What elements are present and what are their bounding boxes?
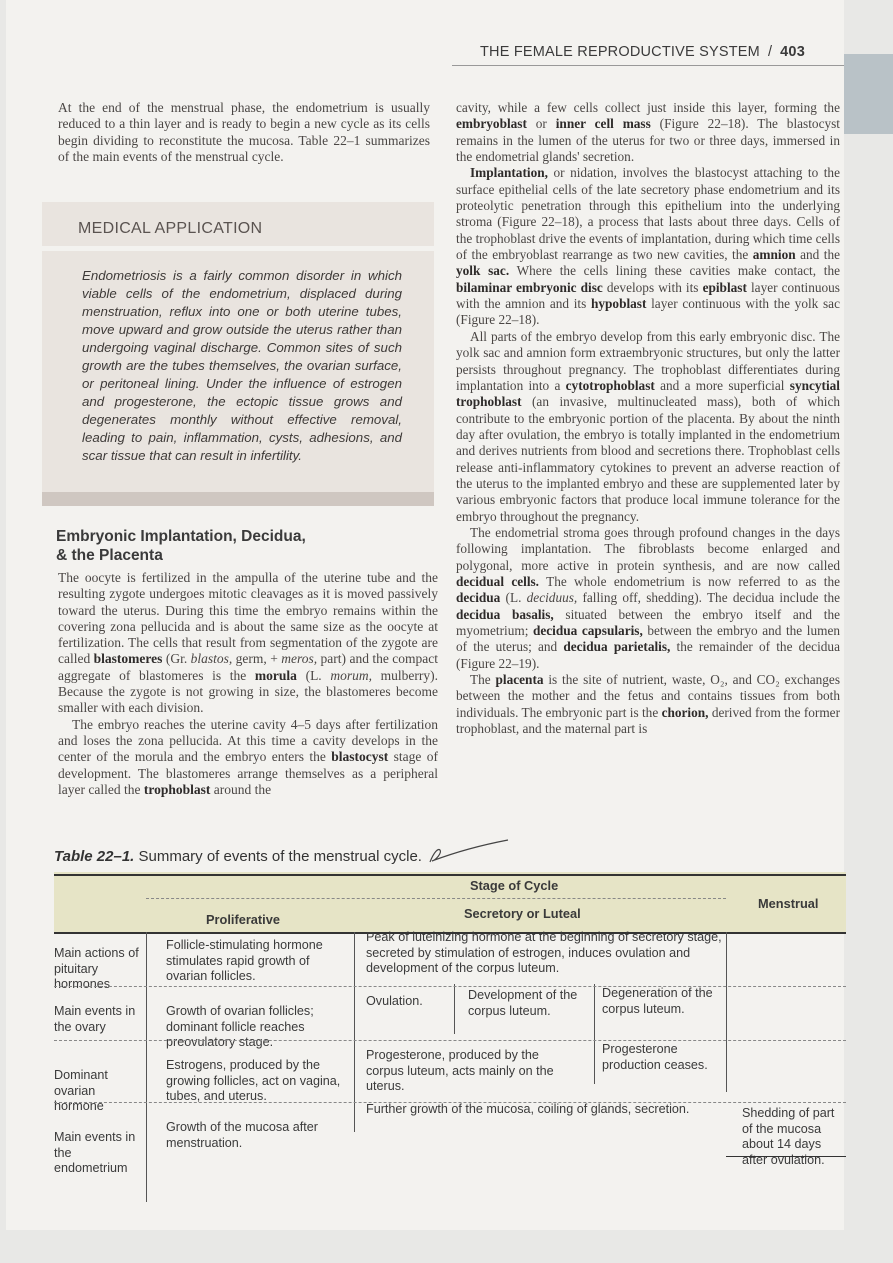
medical-application-title: MEDICAL APPLICATION: [78, 220, 263, 237]
header-stage-of-cycle: Stage of Cycle: [470, 878, 559, 893]
column-rule: [726, 932, 727, 1092]
row-label-pituitary: Main actions of pituitary hormones: [54, 946, 139, 991]
intro-paragraph-block: [58, 100, 430, 165]
medical-application-divider: [42, 246, 434, 251]
cell-proliferative-hormone: Estrogens, produced by the growing follicles, act on vagina, tubes, and uterus.: [166, 1058, 341, 1103]
body-paragraph: cavity, while a few cells collect just inside this layer, forming the embryoblast or inner cell mass (Figure 22–18). The blastocyst remains in the lumen of the uterus for two or three days, immersed in the endometrial glands' secretion.: [456, 100, 840, 165]
body-paragraph: The placenta is the site of nutrient, waste, O₂, and CO₂ exchanges between the mother and the fetus and contains tissues from both individuals. The embryonic part is the chorion, derived from the former trophoblast, and the maternal part is: [456, 672, 840, 737]
page-number: 403: [780, 44, 805, 60]
table-label: Table 22–1.: [54, 848, 135, 865]
cell-secretory-hormone: Progesterone, produced by the corpus luteum, acts mainly on the uterus.: [366, 1048, 554, 1093]
row-label-endometrium: Main events in the endometrium: [54, 1130, 136, 1175]
cell-ovulation: Ovulation.: [366, 994, 423, 1008]
table-caption: [54, 848, 422, 865]
header-proliferative: Proliferative: [206, 912, 280, 927]
table-caption-text: Summary of events of the menstrual cycle.: [138, 848, 422, 865]
running-header: [480, 44, 840, 60]
medical-application-bottom-bar: [42, 492, 434, 506]
table-header-divider: [146, 898, 726, 899]
cell-corpus-luteum-development: Development of the corpus luteum.: [468, 988, 578, 1018]
cell-proliferative-endometrium: Growth of the mucosa after menstruation.: [166, 1120, 318, 1150]
cell-proliferative-ovary: Growth of ovarian follicles; dominant follicle reaches preovulatory stage.: [166, 1004, 314, 1049]
medical-application-text: Endometriosis is a fairly common disorder in which viable cells of the endometrium, displaced during menstruation, reflux into one or both uterine tubes, move upward and grow outside the uterus rather than undergoing vaginal discharge. Common sites of such growth are the tubes themselves, the ovarian surface, or peritoneal lining. Under the influence of estrogen and progesterone, the ectopic tissue grows and degenerates monthly without effective removal, leading to pain, inflammation, cysts, adhesions, and scar tissue that can result in infertility.: [82, 268, 402, 463]
cell-progesterone-ceases: Progesterone production ceases.: [602, 1042, 708, 1072]
menstrual-cycle-table: [54, 864, 846, 1204]
row-label-ovarian-hormone: Dominant ovarian hormone: [54, 1068, 108, 1113]
right-column-body: [456, 100, 840, 737]
header-menstrual: Menstrual: [758, 896, 819, 911]
intro-paragraph: At the end of the menstrual phase, the endometrium is usually reduced to a thin layer and is ready to begin a new cycle as its cells begin dividing to reconstitute the mucosa. Table 22–1 summarizes of the main events of the menstrual cycle.: [58, 100, 430, 164]
table-header-shading: [54, 872, 846, 934]
left-column-body: [58, 570, 438, 798]
section-heading-line1: Embryonic Implantation, Decidua,: [56, 528, 306, 545]
cell-proliferative-pituitary: Follicle-stimulating hormone stimulates rapid growth of ovarian follicles.: [166, 938, 323, 983]
body-paragraph: The endometrial stroma goes through profound changes in the days following implantation. The fibroblasts become enlarged and polygonal, more active in protein synthesis, and are now called decidual cells. The whole endometrium is now referred to as the decidua (L. deciduus, falling off, shedding). The decidua include the decidua basalis, situated between the embryo itself and the myometrium; decidua capsularis, between the embryo and the lumen of the uterus; and decidua parietalis, the remainder of the decidua (Figure 22–19).: [456, 524, 840, 671]
column-rule: [146, 932, 147, 1202]
cell-secretory-endometrium: Further growth of the mucosa, coiling of glands, secretion.: [366, 1102, 690, 1116]
cell-corpus-luteum-degeneration: Degeneration of the corpus luteum.: [602, 986, 713, 1016]
cell-menstrual-endometrium: Shedding of part of the mucosa about 14 days after ovulation.: [742, 1106, 835, 1167]
column-rule: [594, 984, 595, 1084]
header-rule: [452, 65, 844, 66]
body-paragraph: All parts of the embryo develop from this early embryonic disc. The yolk sac and amnion form extraembryonic structures, but only the latter persists throughout pregnancy. The trophoblast differentiates during implantation into a cytotrophoblast and a more superficial syncytial trophoblast (an invasive, multinucleated mass), both of which contribute to the embryonic portion of the placenta. By about the ninth day after ovulation, the embryo is totally implanted in the endometrium and derives nutrients from blood and secretions there. Trophoblast cells release anti-inflammatory cytokines to prevent an adverse reaction of the uterus to the implanted embryo and these are supplemented later by various embryonic factors that produce local immune tolerance for the embryo throughout the pregnancy.: [456, 328, 840, 524]
section-heading-line2: & the Placenta: [56, 547, 163, 564]
section-heading: [56, 527, 396, 565]
row-label-ovary: Main events in the ovary: [54, 1004, 136, 1034]
cell-secretory-pituitary: Peak of luteinizing hormone at the beginning of secretory stage, secreted by stimulation of estrogen, induces ovulation and development of the corpus luteum.: [366, 930, 722, 975]
body-paragraph: Implantation, or nidation, involves the blastocyst attaching to the surface epithelial cells of the late secretory phase endometrium and its proteolytic penetration through this epithelium into the underlying stroma (Figure 22–18), a process that lasts about three days. Cells of the trophoblast drive the events of implantation, during which time cells of the embryoblast rearrange as two new cavities, the amnion and the yolk sac. Where the cells lining these cavities make contact, the bilaminar embryonic disc develops with its epiblast layer continuous with the amnion and its hypoblast layer continuous with the yolk sac (Figure 22–18).: [456, 165, 840, 328]
row-divider: [54, 986, 846, 987]
row-divider: [54, 1040, 846, 1041]
table-top-rule: [54, 874, 846, 876]
table-bottom-rule: [726, 1156, 846, 1157]
body-paragraph: The embryo reaches the uterine cavity 4–5 days after fertilization and loses the zona pellucida. At this time a cavity develops in the center of the morula and the embryo enters the blastocyst stage of development. The blastomeres arrange themselves as a peripheral layer called the trophoblast around the: [58, 716, 438, 797]
chapter-thumb-tab: [844, 54, 893, 134]
header-section-title: THE FEMALE REPRODUCTIVE SYSTEM: [480, 44, 760, 60]
column-rule: [454, 984, 455, 1034]
body-paragraph: The oocyte is fertilized in the ampulla of the uterine tube and the resulting zygote undergoes mitotic cleavages as it is moved passively toward the uterus. During this time the embryo remains within the covering zona pellucida and is about the same size as the oocyte at fertilization. The cells that result from segmentation of the zygote are called blastomeres (Gr. blastos, germ, + meros, part) and the compact aggregate of blastomeres is the morula (L. morum, mulberry). Because the zygote is not growing in size, the blastomeres become smaller with each division.: [58, 570, 438, 716]
header-separator: /: [767, 44, 773, 60]
header-secretory: Secretory or Luteal: [464, 906, 581, 921]
